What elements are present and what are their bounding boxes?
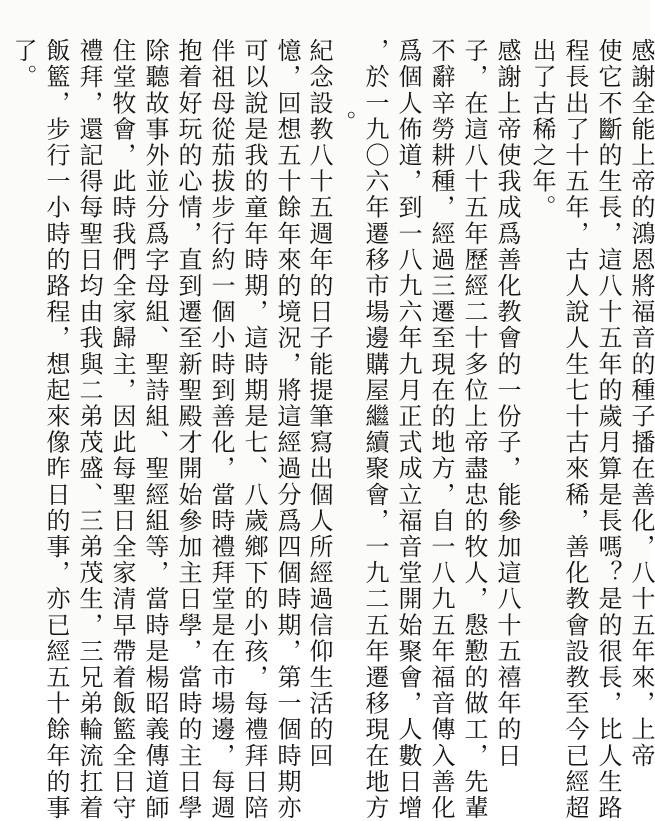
text-column: 。 bbox=[328, 110, 356, 137]
text-column: 伴祖母從茄拔步行約一個小時到善化，當時禮拜堂是在市場邊，每週 bbox=[207, 38, 235, 821]
text-column: 憶，回想五十餘年來的境況，將這經過分爲四個時期，第一個時期亦 bbox=[273, 38, 301, 821]
text-column: 使它不斷的生長，這八十五年的歲月算是長嗎？是的很長，比人生路 bbox=[594, 38, 622, 821]
text-column: 紀念設教八十五週年的日子能提筆寫出個人所經過信仰生活的回 bbox=[305, 38, 333, 769]
text-column: 禮拜，還記得每聖日均由我與二弟茂盛、三弟茂生，三兄弟輪流扛着 bbox=[75, 38, 103, 821]
text-column: 感謝上帝使我成爲善化教會的一份子，能參加這八十五禧年的日 bbox=[493, 38, 521, 769]
text-column: 不辭辛勞耕種，經過三遷至現在的地方，自一八九五年福音傳入善化 bbox=[427, 38, 455, 821]
text-column: 飯籃，步行一小時的路程，想起來像昨日的事，亦已經五十餘年的事 bbox=[42, 38, 70, 821]
text-column: ，於一九〇六年遷移市場邊購屋繼續聚會，一九二五年遷移現在地方 bbox=[361, 38, 389, 821]
text-column: 感謝全能上帝的鴻恩將福音的種子播在善化，八十五年來，上帝 bbox=[627, 38, 655, 769]
text-column: 子，在這八十五年歷經二十多位上帝盡忠的牧人，慇懃的做工，先輩 bbox=[460, 38, 488, 821]
text-column: 除聽故事外並分爲字母組、聖詩組、聖經組等，當時是楊昭義傳道師 bbox=[141, 38, 169, 821]
text-column: 了。 bbox=[9, 38, 37, 91]
text-column: 程長出了十五年，古人說人生七十古來稀，善化教會設教至今已經超 bbox=[561, 38, 589, 821]
text-column: 住堂牧會，此時我們全家歸主，因此每聖日全家清早帶着飯籃全日守 bbox=[108, 38, 136, 821]
text-column: 爲個人佈道，到一八九六年九月正式成立福音堂開始聚會，人數日增 bbox=[394, 38, 422, 821]
text-column: 出了古稀之年。 bbox=[528, 38, 556, 221]
text-column: 可以說是我的童年時期，這時期是七、八歲鄉下的小孩，每禮拜日陪 bbox=[240, 38, 268, 821]
text-column: 抱着好玩的心情，直到遷至新聖殿才開始參加主日學，當時的主日學 bbox=[174, 38, 202, 821]
